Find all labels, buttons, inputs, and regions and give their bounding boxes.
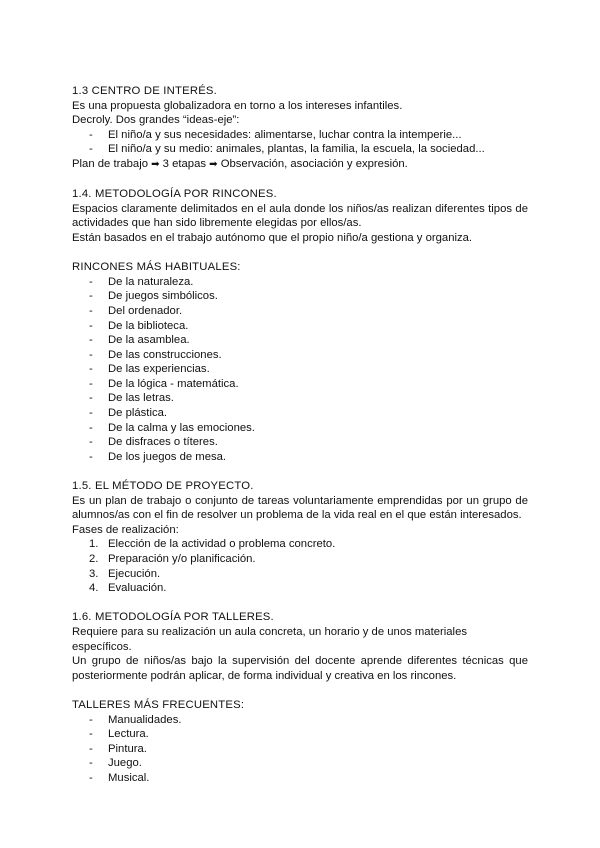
heading-talleres-frecuentes: TALLERES MÁS FRECUENTES: <box>72 698 245 711</box>
list-item <box>72 581 528 596</box>
paragraph-espacios: Espacios claramente delimitados en el aula donde los niños/as realizan diferentes tipos de actividades que han sido libremente elegidas por ellos/as. <box>72 202 528 230</box>
list-item <box>72 552 528 567</box>
section-centro-de-interes <box>72 84 528 173</box>
dash-marker: - <box>89 128 93 141</box>
list-item-text: Juego. <box>108 757 142 770</box>
dash-marker: - <box>89 421 93 434</box>
list-item <box>72 727 528 742</box>
heading-talleres: 1.6. METODOLOGÍA POR TALLERES. <box>72 611 274 624</box>
list-item-text: Pintura. <box>108 742 147 755</box>
list-item <box>72 771 528 786</box>
number-marker: 2. <box>89 553 99 565</box>
list-item <box>72 377 528 392</box>
list-item <box>72 435 528 450</box>
list-item <box>72 142 528 157</box>
dash-marker: - <box>89 143 93 156</box>
number-marker: 3. <box>89 567 99 580</box>
dash-marker: - <box>89 757 93 770</box>
list-item-text: El niño/a y su medio: animales, plantas, la familia, la escuela, la sociedad... <box>108 143 485 156</box>
list-item <box>72 567 528 582</box>
heading-metodo-proyecto: 1.5. EL MÉTODO DE PROYECTO. <box>72 480 254 493</box>
paragraph-plan-de-trabajo: Es un plan de trabajo o conjunto de tareas voluntariamente emprendidas por un grupo de alumnos/as con el fin de resolver un problema de la vida real en el que están interesados. <box>72 494 528 522</box>
dash-marker: - <box>89 377 93 390</box>
number-marker: 1. <box>89 538 99 551</box>
paragraph-propuesta: Es una propuesta globalizadora en torno a los intereses infantiles. <box>72 99 403 112</box>
list-item-text: Ejecución. <box>108 567 161 580</box>
list-item <box>72 742 528 757</box>
rincones-list <box>72 275 528 465</box>
plan-text-a: Plan de trabajo <box>72 157 148 170</box>
dash-marker: - <box>89 436 93 449</box>
list-item <box>72 391 528 406</box>
list-item-text: De las construcciones. <box>108 348 222 361</box>
list-item-text: De la calma y las emociones. <box>108 421 255 434</box>
list-item-text: De la naturaleza. <box>108 275 194 288</box>
dash-marker: - <box>89 334 93 347</box>
paragraph-grupo: Un grupo de niños/as bajo la supervisión del docente aprende diferentes técnicas que posteriormente podrán aplicar, de forma individual y creativa en los rincones. <box>72 655 528 682</box>
plan-text-c: Observación, asociación y expresión. <box>220 157 408 170</box>
list-item-text: Musical. <box>108 771 150 784</box>
list-item <box>72 713 528 728</box>
list-item-text: De disfraces o títeres. <box>108 436 218 449</box>
section-talleres <box>72 610 528 683</box>
right-arrow-icon: ➡ <box>209 158 218 170</box>
dash-marker: - <box>89 304 93 317</box>
list-item-text: Elección de la actividad o problema concreto. <box>108 538 336 551</box>
dash-marker: - <box>89 319 93 332</box>
list-item <box>72 333 528 348</box>
list-item-text: De la lógica - matemática. <box>108 377 239 390</box>
dash-marker: - <box>89 450 93 463</box>
list-item-text: Del ordenador. <box>108 304 183 317</box>
dash-marker: - <box>89 348 93 361</box>
dash-marker: - <box>89 713 93 726</box>
list-item <box>72 421 528 436</box>
list-item <box>72 362 528 377</box>
text-column <box>72 84 528 786</box>
plan-text-b: 3 etapas <box>162 157 207 170</box>
list-item <box>72 289 528 304</box>
list-item <box>72 304 528 319</box>
list-item <box>72 319 528 334</box>
dash-marker: - <box>89 728 93 741</box>
list-item-text: De la asamblea. <box>108 334 190 347</box>
section-rincones-habituales <box>72 260 528 464</box>
list-item-text: Evaluación. <box>108 582 167 595</box>
list-item <box>72 537 528 552</box>
number-marker: 4. <box>89 582 99 595</box>
right-arrow-icon: ➡ <box>151 158 160 170</box>
list-item-text: De los juegos de mesa. <box>108 450 227 463</box>
fases-list <box>72 537 528 595</box>
paragraph-fases: Fases de realización: <box>72 523 179 536</box>
list-item <box>72 348 528 363</box>
talleres-list <box>72 713 528 786</box>
plan-de-trabajo-line <box>72 157 528 173</box>
list-item-text: De las letras. <box>108 392 174 405</box>
heading-rincones: 1.4. METODOLOGÍA POR RINCONES. <box>72 188 277 201</box>
list-item <box>72 275 528 290</box>
list-item <box>72 756 528 771</box>
list-item <box>72 406 528 421</box>
dash-marker: - <box>89 407 93 420</box>
list-item-text: Manualidades. <box>108 713 182 726</box>
list-item-text: De plástica. <box>108 407 168 420</box>
heading-centro-de-interes: 1.3 CENTRO DE INTERÉS. <box>72 85 218 97</box>
dash-marker: - <box>89 363 93 376</box>
section-rincones <box>72 187 528 245</box>
heading-rincones-habituales: RINCONES MÁS HABITUALES: <box>72 261 241 274</box>
dash-marker: - <box>89 275 93 288</box>
paragraph-decroly: Decroly. Dos grandes “ideas-eje”: <box>72 114 240 127</box>
dash-marker: - <box>89 742 93 755</box>
dash-marker: - <box>89 771 93 784</box>
dash-marker: - <box>89 392 93 405</box>
list-item-text: Lectura. <box>108 728 149 741</box>
list-item-text: De las experiencias. <box>108 363 210 376</box>
section-metodo-proyecto <box>72 479 528 596</box>
list-item-text: El niño/a y sus necesidades: alimentarse, luchar contra la intemperie... <box>108 128 462 141</box>
paragraph-requiere: Requiere para su realización un aula concreta, un horario y de unos materiales específicos. <box>72 625 467 653</box>
list-item <box>72 128 528 143</box>
list-item-text: De juegos simbólicos. <box>108 290 218 303</box>
list-item-text: Preparación y/o planificación. <box>108 553 256 565</box>
section-talleres-frecuentes <box>72 698 528 786</box>
dash-marker: - <box>89 290 93 303</box>
list-item-text: De la biblioteca. <box>108 319 189 332</box>
ideas-eje-list <box>72 128 528 157</box>
paragraph-basados: Están basados en el trabajo autónomo que el propio niño/a gestiona y organiza. <box>72 231 473 244</box>
list-item <box>72 450 528 465</box>
